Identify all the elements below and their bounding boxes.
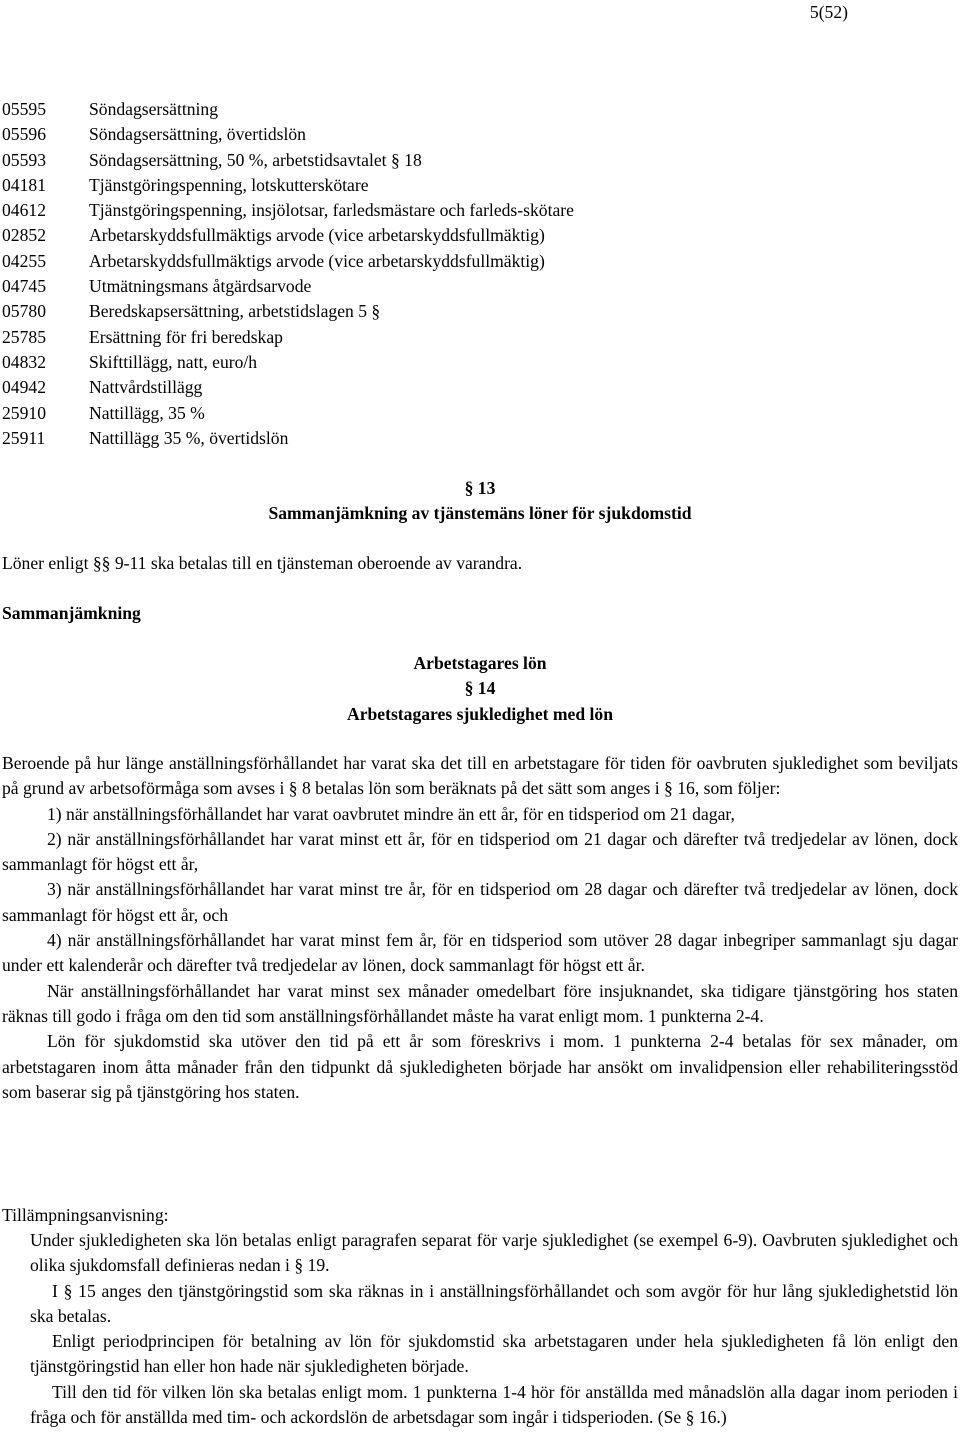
paragraph: Till den tid för vilken lön ska betalas enligt mom. 1 punkterna 1-4 hör för anställda med månadslön alla dagar inom perioden i fråga och för anställda med tim- och ackordslön de arbetsdagar som ingår i tidsperioden. (Se § 16.) [30,1381,958,1428]
code-number: 05593 [2,149,46,170]
section-14-text [2,751,958,1105]
code-row [2,325,574,350]
code-row [2,350,574,375]
code-number: 05596 [2,124,46,145]
list-item: 4) när anställningsförhållandet har varat minst fem år, för en tidsperiod som utöver 28 dagar inbegriper sammanlagt sju dagar under ett kalenderår och därefter två tredjedelar av lönen, dock sammanlagt för högst ett år. [2,930,958,976]
section-13-heading [2,476,958,527]
list-item: 1) när anställningsförhållandet har varat oavbrutet mindre än ett år, för en tidsperiod om 21 dagar, [47,803,735,824]
code-label: Beredskapsersättning, arbetstidslagen 5 § [89,301,381,322]
code-number: 04745 [2,276,46,297]
section-number: § 13 [464,478,496,498]
code-row [2,249,574,274]
page-number: 5(52) [809,2,848,22]
section-13-body: Löner enligt §§ 9-11 ska betalas till en tjänsteman oberoende av varandra. [2,553,523,573]
code-number: 04255 [2,250,46,271]
paragraph: Enligt periodprincipen för betalning av lön för sjukdomstid ska arbetstagaren under hela sjukledigheten få lön enligt den tjänstgöringstid han eller hon hade när sjukledigheten började. [30,1331,958,1377]
subheading: Sammanjämkning [2,603,141,623]
list-item: 3) när anställningsförhållandet har varat minst tre år, för en tidsperiod om 28 dagar och därefter två tredjedelar av lönen, dock sammanlagt för högst ett år, och [2,879,958,925]
code-label: Söndagsersättning [89,99,219,119]
code-row [2,173,574,198]
code-number: 05595 [2,99,46,119]
code-number: 02852 [2,225,46,246]
code-label: Nattillägg, 35 % [89,402,205,423]
code-label: Söndagsersättning, 50 %, arbetstidsavtalet § 18 [89,149,422,170]
code-label: Tjänstgöringspenning, insjölotsar, farledsmästare och farleds-skötare [89,200,574,221]
paragraph: När anställningsförhållandet har varat minst sex månader omedelbart före insjuknandet, ska tidigare tjänstgöring hos staten räknas till godo i fråga om den tid som anställningsförhållandet måste ha varat enligt mom. 1 punkterna 2-4. [2,980,958,1026]
section-title: Arbetstagares sjukledighet med lön [346,703,614,724]
code-label: Söndagsersättning, övertidslön [89,124,306,145]
intro-paragraph: Beroende på hur länge anställningsförhållandet har varat ska det till en arbetstagare för tiden för oavbruten sjukledighet som beviljats på grund av arbetsoförmåga som avses i § 8 betalas lön som beräknats på det sätt som anges i § 16, som följer: [2,753,958,799]
code-number: 04612 [2,200,46,221]
code-number: 05780 [2,301,46,322]
code-row [2,148,574,173]
chapter-title: Arbetstagares lön [413,653,547,673]
code-row [2,426,574,451]
section-14-heading [2,651,958,727]
application-text [30,1228,958,1430]
code-row [2,375,574,400]
code-row [2,401,574,426]
code-label: Ersättning för fri beredskap [89,326,283,347]
code-row [2,274,574,299]
code-number: 25785 [2,326,46,347]
code-number: 25911 [2,427,46,448]
paragraph: Under sjukledigheten ska lön betalas enligt paragrafen separat för varje sjukledighet (se exempel 6-9). Oavbruten sjukledighet och olika sjukdomsfall definieras nedan i § 19. [30,1230,958,1276]
code-label: Skifttillägg, natt, euro/h [89,351,258,372]
code-label: Arbetarskyddsfullmäktigs arvode (vice arbetarskyddsfullmäktig) [89,250,545,271]
list-item: 2) när anställningsförhållandet har varat minst ett år, för en tidsperiod om 21 dagar och därefter två tredjedelar av lönen, dock sammanlagt för högst ett år, [2,828,958,875]
code-number: 25910 [2,402,46,423]
section-number: § 14 [464,678,496,699]
code-number: 04181 [2,174,46,195]
code-row [2,97,574,122]
code-label: Tjänstgöringspenning, lotskutterskötare [89,174,369,195]
code-label: Nattillägg 35 %, övertidslön [89,427,289,448]
code-row [2,198,574,223]
code-label: Nattvårdstillägg [89,377,203,398]
paragraph: I § 15 anges den tjänstgöringstid som ska räknas in i anställningsförhållandet och som avgör för hur lång sjukledighetstid lön ska betalas. [30,1280,958,1326]
code-label: Utmätningsmans åtgärdsarvode [89,276,312,297]
code-label: Arbetarskyddsfullmäktigs arvode (vice arbetarskyddsfullmäktig) [89,225,545,246]
code-row [2,223,574,248]
section-title: Sammanjämkning av tjänstemäns löner för sjukdomstid [268,503,692,524]
application-heading: Tillämpningsanvisning: [2,1205,169,1225]
code-row [2,122,574,147]
pay-code-list [2,97,574,451]
paragraph: Lön för sjukdomstid ska utöver den tid på ett år som föreskrivs i mom. 1 punkterna 2-4 betalas för sex månader, om arbetstagaren inom åtta månader från den tidpunkt då sjukledigheten började har ansökt om invalidpension eller rehabiliteringsstöd som baserar sig på tjänstgöring hos staten. [2,1031,958,1102]
code-number: 04832 [2,351,46,372]
code-row [2,299,574,324]
code-number: 04942 [2,377,46,398]
